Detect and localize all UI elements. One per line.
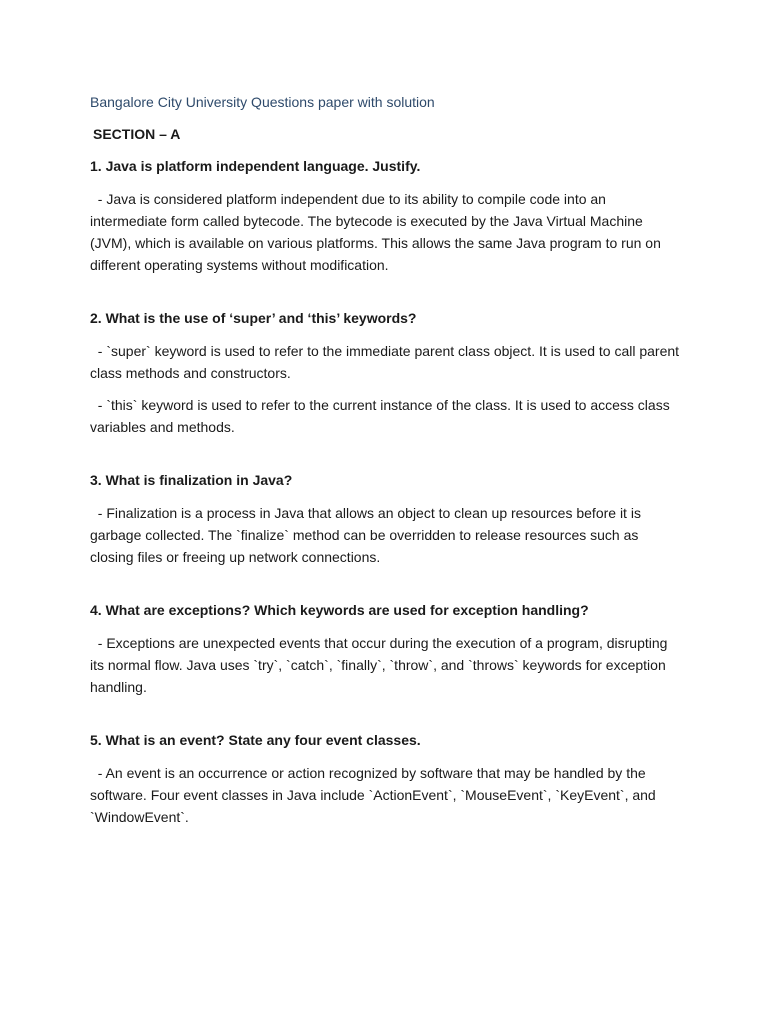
question-block-2 bbox=[90, 308, 683, 438]
answer-1: - Java is considered platform independent due to its ability to compile code into an intermediate form called bytecode. The bytecode is executed by the Java Virtual Machine (JVM), which is available on various platforms. This allows the same Java program to run on different operating systems without modification. bbox=[90, 191, 665, 273]
question-1: 1. Java is platform independent language. Justify. bbox=[90, 158, 421, 174]
question-2: 2. What is the use of ‘super’ and ‘this’ keywords? bbox=[90, 310, 417, 326]
question-block-1 bbox=[90, 156, 680, 276]
answer-3: - Finalization is a process in Java that allows an object to clean up resources before it is garbage collected. The `finalize` method can be overridden to release resources such as closing files or freeing up network connections. bbox=[90, 505, 645, 565]
question-block-3 bbox=[90, 470, 680, 568]
document-title: Bangalore City University Questions paper with solution bbox=[90, 94, 435, 110]
answer-5: - An event is an occurrence or action recognized by software that may be handled by the software. Four event classes in Java include `ActionEvent`, `MouseEvent`, `KeyEvent`, and `WindowEvent`. bbox=[90, 765, 660, 825]
answer-2a: - `super` keyword is used to refer to the immediate parent class object. It is used to call parent class methods and constructors. bbox=[90, 343, 683, 381]
section-heading: SECTION – A bbox=[93, 126, 181, 142]
question-4: 4. What are exceptions? Which keywords are used for exception handling? bbox=[90, 602, 589, 618]
document-page bbox=[90, 92, 683, 860]
question-3: 3. What is finalization in Java? bbox=[90, 472, 293, 488]
question-5: 5. What is an event? State any four event classes. bbox=[90, 732, 421, 748]
answer-4: - Exceptions are unexpected events that occur during the execution of a program, disrupting its normal flow. Java uses `try`, `catch`, `finally`, `throw`, and `throws` keywords for exception handling. bbox=[90, 635, 672, 695]
question-block-5 bbox=[90, 730, 680, 828]
answer-2b: - `this` keyword is used to refer to the current instance of the class. It is used to access class variables and methods. bbox=[90, 397, 674, 435]
question-block-4 bbox=[90, 600, 680, 698]
